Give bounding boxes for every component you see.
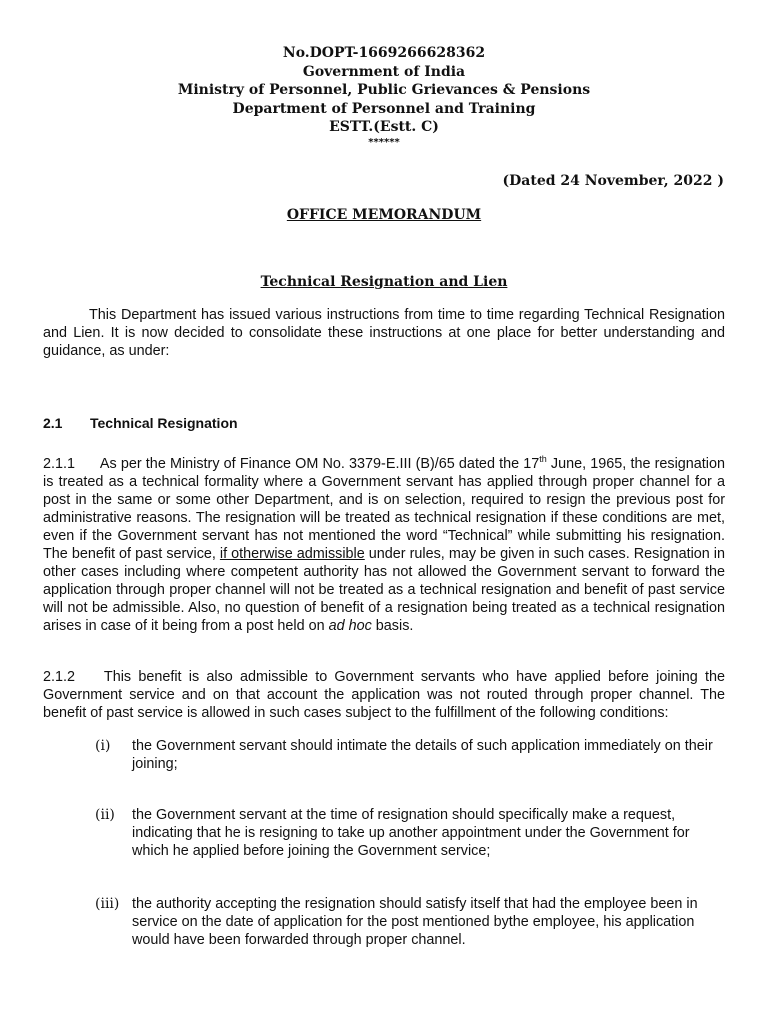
- paragraph-text: As per the Ministry of Finance OM No. 3379-E.III (B)/65 dated the 17: [99, 456, 540, 472]
- subject-title: Technical Resignation and Lien: [260, 274, 508, 290]
- condition-text: the authority accepting the resignation should satisfy itself that had the employee been in service on the date of application for the post mentioned bythe employee, his application would have been forwarded through proper channel.: [132, 896, 698, 948]
- paragraph-text: under rules, may be given in such cases. Resignation in other cases including where competent authority has not allowed the Government servant to forward the application through proper channel will not be treated as a technical resignation and benefit of past service will not be admissible. Also, no question of benefit of a resignation being treated as a technical resignation arises in case of it being from a post held on: [43, 546, 725, 634]
- italic-text: ad hoc: [328, 618, 372, 634]
- condition-item: [95, 806, 715, 860]
- superscript: th: [539, 454, 547, 465]
- paragraph-number: 2.1.2: [43, 669, 76, 685]
- condition-numeral: (iii): [95, 896, 120, 912]
- section-title: Technical Resignation: [90, 415, 238, 431]
- condition-numeral: (ii): [95, 807, 115, 823]
- condition-item: [95, 895, 715, 949]
- document-date: (Dated 24 November, 2022 ): [502, 173, 724, 189]
- section-name: ESTT.(Estt. C): [329, 119, 439, 135]
- header-separator: ******: [368, 137, 400, 148]
- office-memorandum-title: OFFICE MEMORANDUM: [286, 207, 482, 223]
- condition-text: the Government servant should intimate the details of such application immediately on their joining;: [132, 738, 713, 772]
- government-name: Government of India: [302, 64, 466, 80]
- paragraph-text: June, 1965, the resignation is treated as a technical formality where a Government servant has applied through proper channel for a post in the same or some other Department, and is on selection, required to resign the previous post for administrative reasons. The resignation will be treated as technical resignation if these conditions are met, even if the Government servant has not mentioned the word “Technical” while submitting his resignation. The benefit of past service,: [43, 456, 725, 562]
- paragraph-2-1-2: [43, 668, 725, 722]
- condition-text: the Government servant at the time of resignation should specifically make a request, indicating that he is resigning to take up another appointment under the Government for which he applied before joining the Government service;: [132, 807, 690, 859]
- department-name: Department of Personnel and Training: [232, 101, 536, 117]
- condition-numeral: (i): [95, 738, 111, 754]
- paragraph-text: basis.: [371, 618, 414, 634]
- paragraph-number: 2.1.1: [43, 456, 76, 472]
- intro-paragraph: This Department has issued various instructions from time to time regarding Technical Resignation and Lien. It is now decided to consolidate these instructions at one place for better understanding and guidance, as under:: [43, 307, 725, 359]
- reference-number: No.DOPT-1669266628362: [282, 45, 486, 61]
- condition-item: [95, 737, 715, 773]
- paragraph-2-1-1: [43, 455, 725, 635]
- section-number: 2.1: [43, 415, 63, 431]
- section-heading: [43, 414, 238, 432]
- underlined-text: if otherwise admissible: [219, 546, 365, 562]
- ministry-name: Ministry of Personnel, Public Grievances & Pensions: [177, 82, 591, 98]
- paragraph-text: This benefit is also admissible to Government servants who have applied before joining the Government service and on that account the application was not routed through proper channel. The benefit of past service is allowed in such cases subject to the fulfillment of the following conditions:: [43, 669, 725, 721]
